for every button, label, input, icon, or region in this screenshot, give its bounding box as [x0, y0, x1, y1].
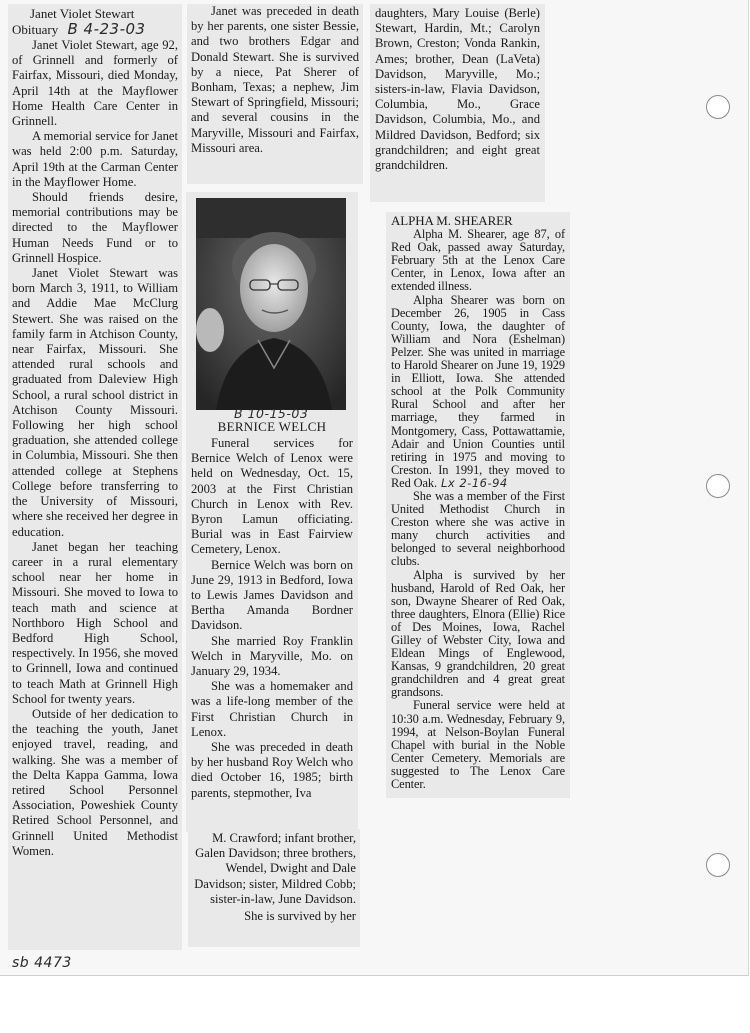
paragraph: Janet Violet Stewart, age 92, of Grinnell and formerly of Fairfax, Missouri, died Monday, April 14th at the Mayflower Home Health Care Center in Grinnell.	[12, 38, 178, 129]
welch-survivors-clipping	[370, 4, 545, 202]
stewart-body	[12, 38, 178, 859]
paragraph: Alpha M. Shearer, age 87, of Red Oak, passed away Saturday, February 5th at the Lenox Care Center, in Lenox, Iowa after an extended illness.	[391, 227, 565, 294]
portrait-photo	[196, 198, 346, 410]
welch-obituary-clipping	[186, 192, 358, 832]
welch-continued-text: M. Crawford; infant brother, Galen Davidson; three brothers, Wendel, Dwight and Dale Davidson; sister, Mildred Cobb; sister-in-law, June Davidson.	[194, 831, 356, 906]
handwritten-date: B 10-15-03	[234, 406, 309, 421]
binder-hole-middle	[706, 474, 730, 498]
paragraph: Janet began her teaching career in a rural elementary school near her home in Missouri. She moved to Iowa to teach math and science at Northboro High School and Bedford High School, respectively. In 1956, she moved to Grinnell, Iowa and continued to teach Math at Grinnell High School for twenty years.	[12, 539, 178, 706]
handwritten-date: Lx 2-16-94	[441, 475, 508, 490]
survivors-text: daughters, Mary Louise (Berle) Stewart, Hardin, Mt.; Carolyn Brown, Creston; Vonda Rankin, Ames; brother, Dean (LaVeta) Davidson, Maryville, Mo.; sisters-in-law, Flavia Davidson, Columbia, Mo., Grace Davidson, Columbia, Mo., and Mildred Davidson, Bedford; six grandchildren; and eight great grandchildren.	[375, 6, 540, 173]
obituary-title: Janet Violet Stewart	[30, 6, 135, 21]
paragraph: Outside of her dedication to the teaching the youth, Janet enjoyed travel, reading, and walking. She was a member of the Delta Kappa Gamma, Iowa retired School Personnel Association, Poweshiek County Retired School Personnel, and Grinnell United Methodist Women.	[12, 706, 178, 858]
paragraph: Alpha Shearer was born on December 26, 1905 in Cass County, Iowa, the daughter of William and Nora (Eshelman) Pelzer. She was united in marriage to Harold Shearer on June 19, 1929 in Elliott, Iowa. She attended school at the Polk Community Rural School and after her marriage, they farmed in Montgomery, Cass, Pottawattamie, Adair and Union Counties until retiring in 1975 and moving to Creston. In 1991, they moved to Red Oak. Lx 2-16-94	[391, 292, 565, 490]
page-handwritten-note: sb 4473	[12, 955, 72, 971]
stewart-obituary-clipping	[8, 4, 182, 950]
paragraph: Alpha is survived by her husband, Harold of Red Oak, her son, Dwayne Shearer of Red Oak, three daughters, Elnora (Ellie) Rice of Des Moines, Iowa, Rachel Gilley of Webster City, Iowa and Eldean Mings of Englewood, Kansas, 9 grandchildren, 20 great grandchildren and 4 great great grandsons.	[391, 567, 565, 700]
obituary-label-line: Obituary B 4-23-03	[12, 20, 146, 38]
shearer-obituary-clipping	[386, 212, 570, 798]
paragraph: She was a homemaker and was a life-long member of the First Christian Church in Lenox.	[191, 679, 353, 739]
binder-hole-top	[706, 95, 730, 119]
paragraph: Should friends desire, memorial contributions may be directed to the Mayflower Human Needs Fund or to Grinnell Hospice.	[12, 190, 178, 265]
paragraph: Funeral services for Bernice Welch of Lenox were held on Wednesday, Oct. 15, 2003 at the First Christian Church in Lenox with Rev. Byron Lamun officiating. Burial was in East Fairview Cemetery, Lenox.	[191, 436, 353, 557]
paragraph: Bernice Welch was born on June 29, 1913 in Bedford, Iowa to Lewis James Davidson and Bertha Amanda Bordner Davidson.	[191, 557, 353, 633]
paragraph: A memorial service for Janet was held 2:00 p.m. Saturday, April 19th at the Carman Center in the Mayflower Home.	[12, 129, 178, 189]
obituary-title: BERNICE WELCH	[217, 419, 327, 434]
handwritten-date: B 4-23-03	[67, 20, 146, 38]
welch-survived-text: She is survived by her	[244, 909, 356, 924]
obituary-title: ALPHA M. SHEARER	[391, 213, 513, 228]
shearer-body	[391, 228, 565, 791]
paragraph: She was preceded in death by her husband Roy Welch who died October 16, 1985; birth parents, stepmother, Iva	[191, 740, 353, 800]
welch-continuation-clipping	[188, 829, 360, 947]
welch-body	[191, 436, 353, 801]
stewart-continuation-clipping	[187, 4, 363, 184]
binder-hole-bottom	[706, 853, 730, 877]
paragraph: She was a member of the First United Methodist Church in Creston where she was active in many church activities and belonged to several neighborhood clubs.	[391, 488, 565, 569]
stewart-continuation-body	[191, 4, 359, 156]
paragraph: Janet Violet Stewart was born March 3, 1911, to William and Addie Mae McClurg Stewert. She was raised on the family farm in Atchison County, near Fairfax, Missouri. She attended rural schools and graduated from Daleview High School, a rural school district in Atchison County Missouri. Following her high school graduation, she attended college in Columbia, Missouri. She then attended college at Stephens College before transferring to the University of Missouri, where she received her degree in education.	[12, 266, 178, 539]
paragraph: Funeral service were held at 10:30 a.m. Wednesday, February 9, 1994, at Nelson-Boylan Funeral Chapel with burial in the Noble Center Cemetery. Memorials are suggested to The Lenox Care Center.	[391, 698, 565, 792]
paragraph: She married Roy Franklin Welch in Maryville, Mo. on January 29, 1934.	[191, 633, 353, 679]
paragraph: Janet was preceded in death by her parents, one sister Bessie, and two brothers Edgar and Donald Stewart. She is survived by a niece, Pat Sherer of Bonham, Texas; a nephew, Jim Stewart of Springfield, Missouri; and several cousins in the Maryville, Missouri and Fairfax, Missouri area.	[191, 4, 359, 155]
elderly-woman-portrait	[196, 198, 346, 410]
